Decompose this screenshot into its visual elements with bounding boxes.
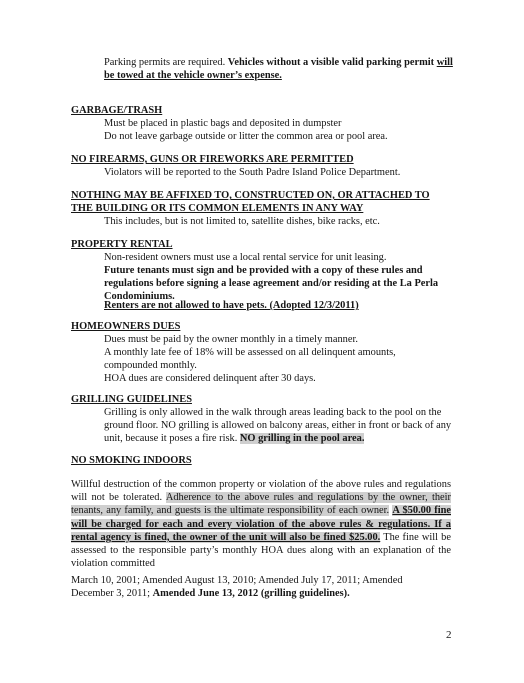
dues-line-2: A monthly late fee of 18% will be assessed on all delinquent amounts, compounded monthly. [104,347,396,372]
dues-line-1: Dues must be paid by the owner monthly in a timely manner. [104,334,358,345]
garbage-heading: GARBAGE/TRASH [71,105,163,116]
closing-paragraph [71,478,451,570]
amendment-list: March 10, 2001; Amended August 13, 2010; Amended July 17, 2011; Amended December 3, 2011; [71,575,403,600]
page-number: 2 [446,629,452,641]
dues-line-3: HOA dues are considered delinquent after 30 days. [104,373,316,384]
grilling-text [104,406,452,446]
parking-warning: Vehicles without a visible valid parking permit [227,57,435,68]
firearms-line: Violators will be reported to the South Padre Island Police Department. [104,167,401,178]
rental-line-1: Non-resident owners must use a local rental service for unit leasing. [104,252,387,263]
affixed-line: This includes, but is not limited to, satellite dishes, bike racks, etc. [104,216,380,227]
parking-tow-notice: will be towed at the vehicle owner’s expense. [104,57,453,82]
grilling-pool-rule: NO grilling in the pool area. [239,433,365,445]
closing-fine: A $50.00 fine will be charged for each and every violation of the above rules & regulations. If a rental agency is fined, the owner of the unit will also be fined $25.00. [71,505,451,543]
smoking-heading: NO SMOKING INDOORS [71,455,192,466]
rental-pets-rule: Renters are not allowed to have pets. (Adopted 12/3/2011) [104,300,359,311]
closing-assessment: The fine will be assessed to the responsible party’s monthly HOA dues along with an explanation of the violation committed [71,531,451,570]
rental-tenant-rule: Future tenants must sign and be provided with a copy of these rules and regulations before signing a lease agreement and/or residing at the La Perla Condominiums. [104,265,439,303]
amendment-latest: Amended June 13, 2012 (grilling guidelines). [152,588,350,600]
grilling-rules: Grilling is only allowed in the walk through areas leading back to the pool on the ground floor. NO grilling is allowed on balcony areas, either in front or back of any unit, because it poses a fire risk. [104,407,452,445]
closing-adherence: Adherence to the above rules and regulations by the owner, their tenants, any family, and guests is the ultimate responsibility of each owner. [71,492,452,517]
firearms-heading: NO FIREARMS, GUNS OR FIREWORKS ARE PERMITTED [71,154,354,165]
garbage-line-1: Must be placed in plastic bags and deposited in dumpster [104,118,342,129]
parking-lead: Parking permits are required. [104,57,226,68]
rental-heading: PROPERTY RENTAL [71,239,173,250]
amendment-dates [71,574,441,600]
dues-heading: HOMEOWNERS DUES [71,321,181,332]
affixed-heading: NOTHING MAY BE AFFIXED TO, CONSTRUCTED ON, OR ATTACHED TO THE BUILDING OR ITS COMMON ELEMENTS IN ANY WAY [71,190,430,215]
garbage-line-2: Do not leave garbage outside or litter the common area or pool area. [104,131,388,142]
closing-destruction: Willful destruction of the common property or violation of the above rules and regulations will not be tolerated. [71,479,451,504]
grilling-heading: GRILLING GUIDELINES [71,394,192,405]
parking-section [104,56,454,82]
